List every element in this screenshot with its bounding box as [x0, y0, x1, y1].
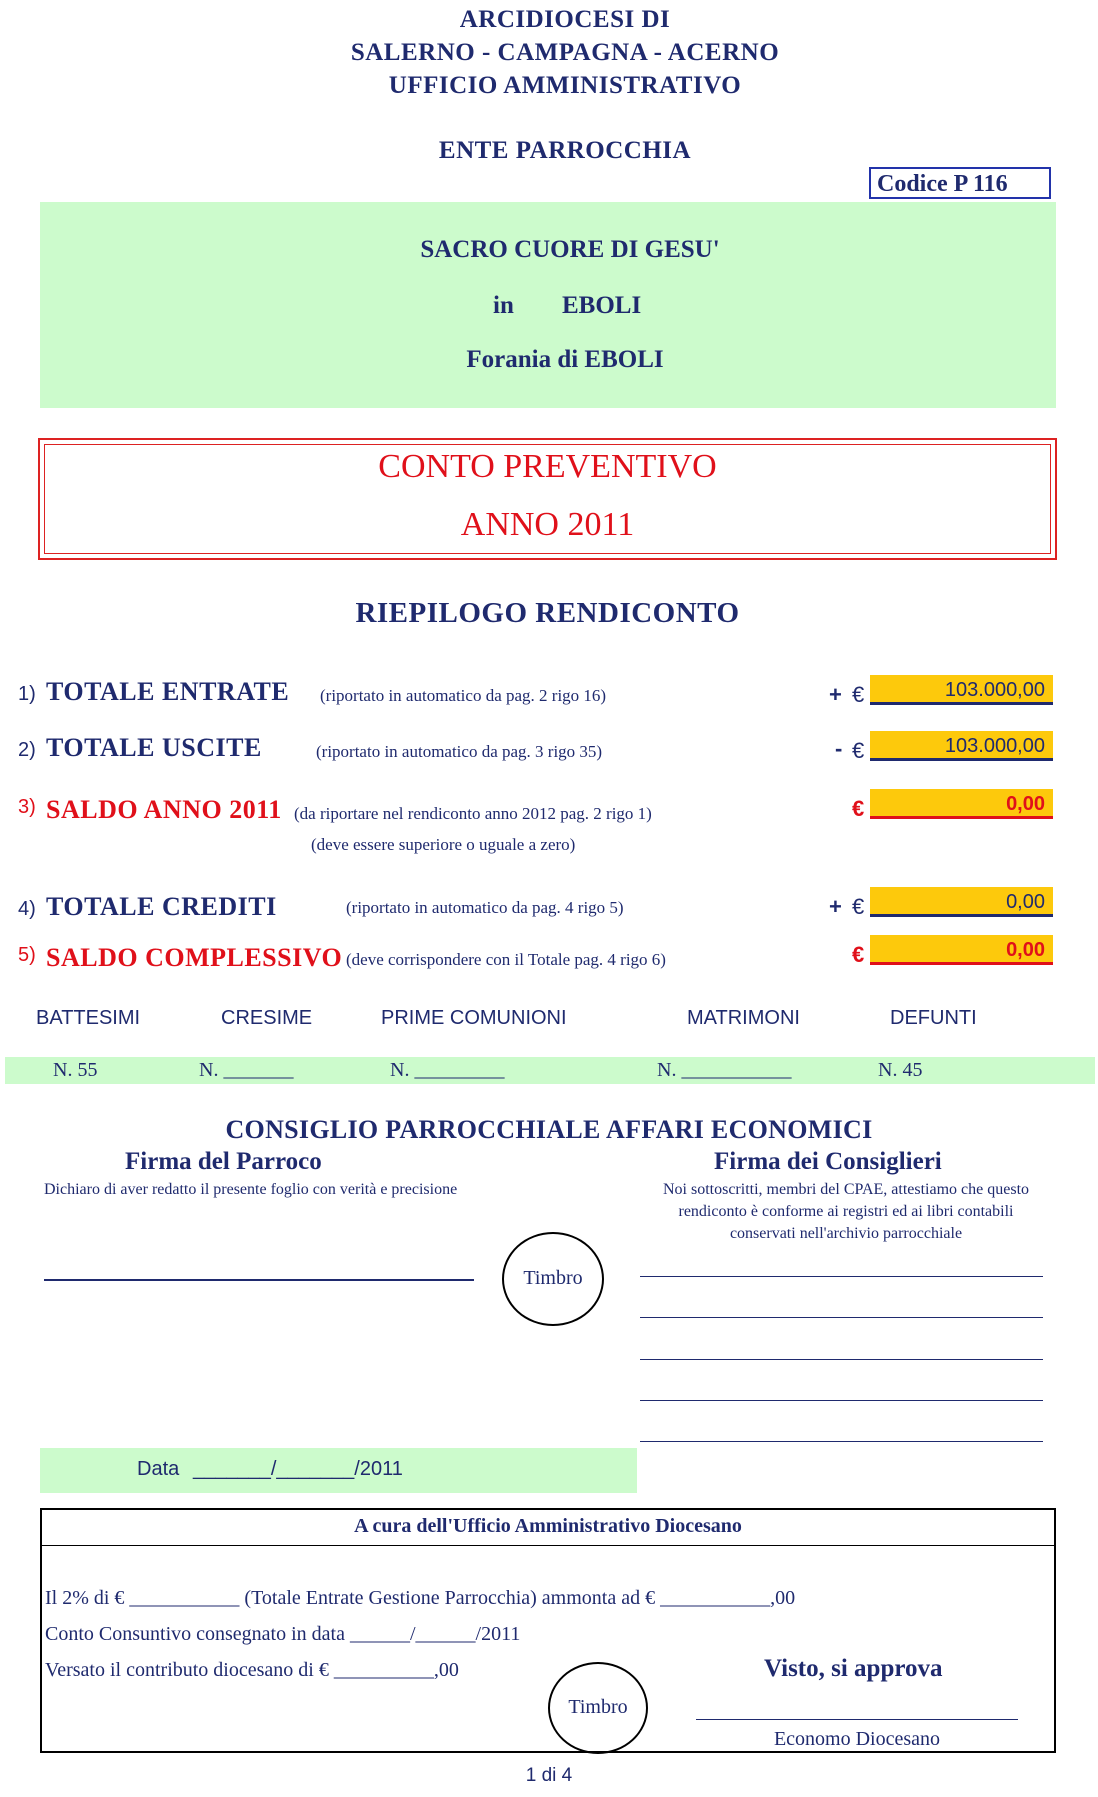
parish-forania: Forania di EBOLI [466, 346, 664, 373]
euro-icon: € [852, 796, 865, 821]
euro-icon: € [852, 942, 865, 967]
sacrament-header-prime-comunioni: PRIME COMUNIONI [381, 1007, 567, 1029]
timbro-label: Timbro [523, 1267, 583, 1289]
sacrament-band [5, 1057, 1095, 1084]
row-label-saldo-complessivo: SALDO COMPLESSIVO [46, 943, 343, 972]
consigliere-signature-line[interactable] [640, 1359, 1043, 1360]
header-line-1: ARCIDIOCESI DI [459, 6, 671, 33]
consiglieri-text-1: Noi sottoscritti, membri del CPAE, attestiamo che questo [662, 1181, 1030, 1198]
sacrament-value-battesimi: N. 55 [53, 1059, 98, 1081]
plus-sign: + [829, 894, 842, 919]
row-note-secondary: (deve essere superiore o uguale a zero) [311, 835, 576, 854]
consigliere-signature-line[interactable] [640, 1317, 1043, 1318]
conto-title: CONTO PREVENTIVO [378, 448, 717, 485]
row-note: (riportato in automatico da pag. 4 rigo 5) [346, 898, 624, 917]
row-number: 1) [18, 683, 36, 705]
row-note: (riportato in automatico da pag. 3 rigo 35) [316, 742, 603, 761]
data-label: Data [137, 1458, 180, 1480]
row-note: (da riportare nel rendiconto anno 2012 pag. 2 rigo 1) [294, 804, 652, 823]
row-number: 3) [18, 796, 36, 818]
firma-parroco-title: Firma del Parroco [125, 1148, 322, 1175]
sacrament-header-cresime: CRESIME [221, 1007, 313, 1029]
header-line-2: SALERNO - CAMPAGNA - ACERNO [350, 39, 780, 66]
row-label-entrate: TOTALE ENTRATE [46, 677, 290, 706]
parish-name: SACRO CUORE DI GESU' [420, 236, 720, 263]
office-line-consegnato[interactable]: Conto Consuntivo consegnato in data ______/______/2011 [45, 1623, 521, 1645]
consigliere-signature-line[interactable] [640, 1441, 1043, 1442]
cpae-title: CONSIGLIO PARROCCHIALE AFFARI ECONOMICI [225, 1115, 873, 1144]
office-timbro-stamp [548, 1662, 648, 1754]
parish-town: EBOLI [562, 292, 642, 319]
value-entrate: 103.000,00 [870, 675, 1053, 705]
riepilogo-title: RIEPILOGO RENDICONTO [355, 597, 740, 629]
page-number: 1 di 4 [525, 1765, 573, 1786]
conto-year: ANNO 2011 [460, 506, 635, 543]
row-number: 4) [18, 898, 36, 920]
economo-label: Economo Diocesano [773, 1728, 941, 1750]
office-line-versato[interactable]: Versato il contributo diocesano di € __________,00 [45, 1659, 459, 1681]
euro-icon: € [852, 894, 865, 919]
sacrament-value-matrimoni: N. ___________ [657, 1059, 792, 1081]
value-crediti: 0,00 [870, 887, 1053, 917]
economo-signature-line[interactable] [696, 1719, 1018, 1720]
row-note: (riportato in automatico da pag. 2 rigo 16) [320, 686, 607, 705]
row-label-saldo-anno: SALDO ANNO 2011 [46, 795, 282, 824]
sacrament-header-defunti: DEFUNTI [890, 1007, 977, 1029]
sacrament-value-cresime: N. _______ [199, 1059, 294, 1081]
office-line-2-percent[interactable]: Il 2% di € ___________ (Totale Entrate Gestione Parrocchia) ammonta ad € ___________,00 [45, 1587, 796, 1609]
sacrament-header-matrimoni: MATRIMONI [687, 1007, 800, 1029]
visto-approva: Visto, si approva [764, 1655, 943, 1682]
minus-sign: - [835, 736, 843, 761]
codice-box: Codice P 116 [869, 167, 1051, 199]
value-uscite: 103.000,00 [870, 731, 1053, 761]
firma-consiglieri-title: Firma dei Consiglieri [714, 1148, 942, 1175]
row-number: 2) [18, 739, 36, 761]
parroco-declaration: Dichiaro di aver redatto il presente foglio con verità e precisione [44, 1181, 458, 1198]
consiglieri-text-2: rendiconto è conforme ai registri ed ai libri contabili [678, 1203, 1014, 1220]
timbro-stamp [502, 1232, 604, 1326]
ente-label: ENTE PARROCCHIA [438, 137, 692, 164]
office-timbro-label: Timbro [568, 1696, 628, 1718]
consigliere-signature-line[interactable] [640, 1276, 1043, 1277]
row-note: (deve corrispondere con il Totale pag. 4 rigo 6) [346, 950, 666, 969]
euro-icon: € [852, 682, 865, 707]
parroco-signature-line[interactable] [44, 1279, 474, 1281]
plus-sign: + [829, 682, 842, 707]
consiglieri-text-3: conservati nell'archivio parrocchiale [729, 1225, 963, 1242]
row-number: 5) [18, 944, 36, 966]
parish-in-label: in [493, 292, 514, 319]
sacrament-header-battesimi: BATTESIMI [36, 1007, 141, 1029]
office-title: A cura dell'Ufficio Amministrativo Diocesano [354, 1515, 742, 1537]
value-saldo-anno: 0,00 [870, 789, 1053, 819]
sacrament-value-defunti: N. 45 [878, 1059, 923, 1081]
sacrament-value-prime-comunioni: N. _________ [390, 1059, 505, 1081]
data-field[interactable]: _______/_______/2011 [193, 1458, 403, 1480]
parish-band [40, 202, 1056, 408]
consigliere-signature-line[interactable] [640, 1400, 1043, 1401]
euro-icon: € [852, 738, 865, 763]
row-label-uscite: TOTALE USCITE [46, 733, 262, 762]
value-saldo-complessivo: 0,00 [870, 935, 1053, 965]
row-label-crediti: TOTALE CREDITI [46, 892, 277, 921]
header-line-3: UFFICIO AMMINISTRATIVO [388, 72, 742, 99]
